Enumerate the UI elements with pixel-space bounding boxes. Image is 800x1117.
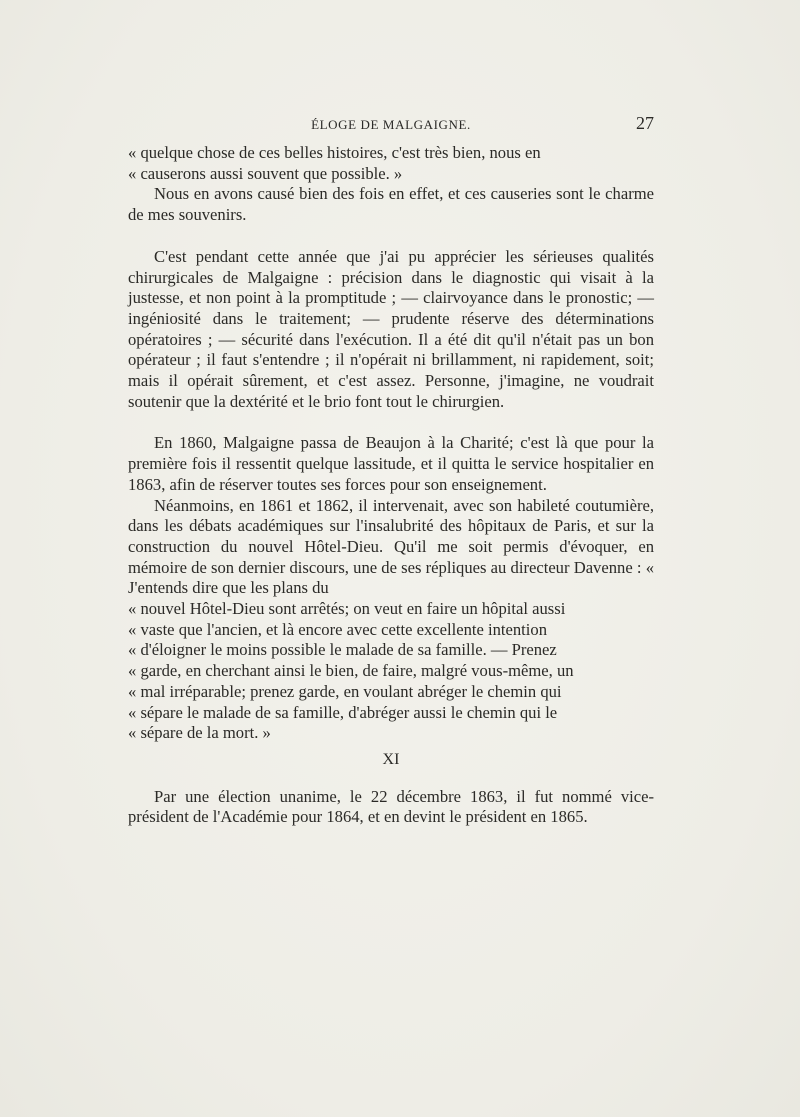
paragraph: Nous en avons causé bien des fois en effet, et ces causeries sont le charme de mes souvenirs. [128, 184, 654, 225]
paragraph-quote-continuation: « quelque chose de ces belles histoires, c'est très bien, nous en « causerons aussi souvent que possible. » [128, 143, 541, 183]
paragraph: Par une élection unanime, le 22 décembre 1863, il fut nommé vice-président de l'Académie pour 1864, et en devint le président en 1865. [128, 786, 654, 827]
paragraph: C'est pendant cette année que j'ai pu apprécier les sérieuses qualités chirurgicales de Malgaigne : précision dans le diagnostic qui visait à la justesse, et non point à la promptitude ; — clairvoyance dans le pronostic; — ingéniosité dans le traitement; — prudente réserve des déterminations opératoires ; — sécurité dans l'exécution. Il a été dit qu'il n'était pas un bon opérateur ; il faut s'entendre ; il n'opérait ni brillamment, ni rapidement, soit; mais il opérait sûrement, et c'est assez. Personne, j'imagine, ne voudrait soutenir que la dextérité et le brio font tout le chirurgien. [128, 246, 654, 411]
section-heading: XI [382, 750, 400, 768]
page-number: 27 [636, 113, 654, 133]
paragraph-quote: « nouvel Hôtel-Dieu sont arrêtés; on veut en faire un hôpital aussi « vaste que l'ancien, et là encore avec cette excellente intention « d'éloigner le moins possible le malade de sa famille. — Prenez « garde, en cherchant ainsi le bien, de faire, malgré vous-même, un « mal irréparable; prenez garde, en voulant abréger le chemin qui « sépare le malade de sa famille, d'abréger aussi le chemin qui le « sépare de la mort. » [128, 599, 574, 743]
paragraph: Néanmoins, en 1861 et 1862, il intervenait, avec son habileté coutumière, dans les débats académiques sur l'insalubrité des hôpitaux de Paris, et sur la construction du nouvel Hôtel-Dieu. Qu'il me soit permis d'évoquer, en mémoire de son dernier discours, une de ses répliques au directeur Davenne : « J'entends dire que les plans du [128, 495, 654, 598]
running-title: ÉLOGE DE MALGAIGNE. [311, 117, 471, 132]
body-text [128, 143, 654, 828]
running-head [128, 113, 654, 135]
paragraph: En 1860, Malgaigne passa de Beaujon à la Charité; c'est là que pour la première fois il ressentit quelque lassitude, et il quitta le service hospitalier en 1863, afin de réserver toutes ses forces pour son enseignement. [128, 433, 654, 494]
